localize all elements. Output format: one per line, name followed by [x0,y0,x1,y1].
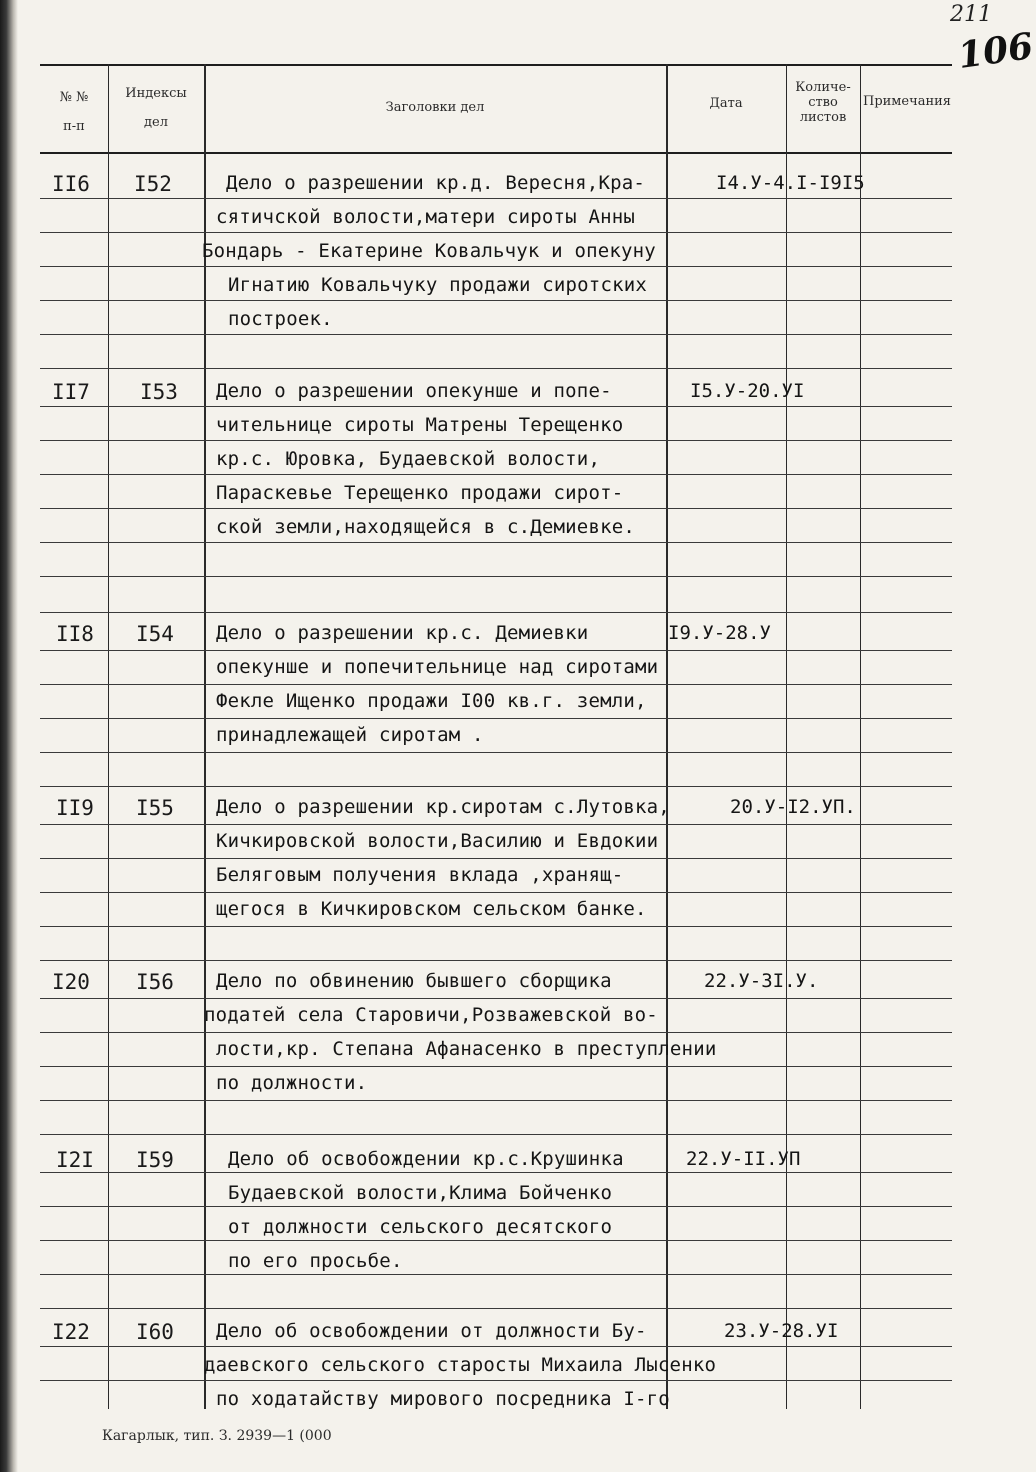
case-number: II9 [56,796,94,820]
case-date: 22.У-3I.У. [704,970,819,992]
case-title-line: Дело о разрешении кр.с. Демиевки [216,622,589,644]
case-number: I2I [56,1148,94,1172]
case-date: 20.У-I2.УП. [730,796,856,818]
case-index: I53 [140,380,178,404]
binding-edge [0,0,18,1472]
case-title-line: опекунше и попечительнице над сиротами [216,656,659,678]
table-top-border [40,64,952,66]
case-title-line: сятичской волости,матери сироты Анны [216,206,636,228]
case-title-line: принадлежащей сиротам . [216,724,484,746]
case-date: I9.У-28.У [668,622,771,644]
header-bottom-border [40,152,952,154]
case-title-line: Кичкировской волости,Василию и Евдокии [216,830,659,852]
case-title-line: Параскевье Терещенко продажи сирот- [216,482,624,504]
case-number: I22 [52,1320,90,1344]
case-title-line: от должности сельского десятского [228,1216,613,1238]
header-number: № № п-п [59,90,89,134]
case-index: I56 [136,970,174,994]
header-notes: Примечания [862,94,951,109]
header-index: Индексы дел [125,86,187,130]
header-date: Дата [709,96,743,111]
case-index: I52 [134,172,172,196]
case-index: I55 [136,796,174,820]
case-title-line: кр.с. Юровка, Будаевской волости, [216,448,601,470]
case-title-line: Беляговым получения вклада ,хранящ- [216,864,624,886]
case-date: 23.У-28.УI [724,1320,839,1342]
case-title-line: Дело о разрешении опекунше и попе- [216,380,612,402]
case-number: II8 [56,622,94,646]
case-date: I4.У-4.I-I9I5 [716,172,865,194]
archive-number: 211 [950,2,992,27]
case-title-line: Дело об освобождении от должности Бу- [216,1320,647,1342]
case-title-line: Бондарь - Екатерине Ковальчук и опекуну [202,240,656,262]
case-title-line: Дело по обвинению бывшего сборщика [216,970,612,992]
case-number: II7 [52,380,90,404]
case-number: I20 [52,970,90,994]
case-title-line: Дело о разрешении кр.д. Вересня,Кра- [226,172,646,194]
case-title-line: чительнице сироты Матрены Терещенко [216,414,624,436]
case-title-line: ской земли,находящейся в с.Демиевке. [216,516,636,538]
case-title-line: Фекле Ищенко продажи I00 кв.г. земли, [216,690,647,712]
case-index: I59 [136,1148,174,1172]
case-title-line: Игнатию Ковальчуку продажи сиротских [228,274,648,296]
case-title-line: Будаевской волости,Клима Бойченко [228,1182,613,1204]
case-index: I54 [136,622,174,646]
case-title-line: по ходатайству мирового посредника I-го [216,1388,670,1410]
case-title-line: щегося в Кичкировском сельском банке. [216,898,647,920]
printer-imprint: Кагарлык, тип. З. 2939—1 (000 [102,1428,332,1444]
case-title-line: Дело об освобождении кр.с.Крушинка [228,1148,624,1170]
case-index: I60 [136,1320,174,1344]
header-title: Заголовки дел [385,100,485,115]
folio-number: 106 [955,24,1036,78]
case-date: I5.У-20.УI [690,380,805,402]
case-title-line: податей села Старовичи,Розважевской во- [204,1004,658,1026]
case-title-line: по его просьбе. [228,1250,403,1272]
case-title-line: Дело о разрешении кр.сиротам с.Лутовка, [216,796,670,818]
case-title-line: лости,кр. Степана Афанасенко в преступлении [216,1038,717,1060]
case-title-line: построек. [228,308,333,330]
case-date: 22.У-II.УП [686,1148,801,1170]
case-title-line: по должности. [216,1072,368,1094]
case-title-line: даевского сельского старосты Михаила Лысенко [204,1354,717,1376]
header-sheets: Количе- ство листов [795,80,851,125]
case-number: II6 [52,172,90,196]
